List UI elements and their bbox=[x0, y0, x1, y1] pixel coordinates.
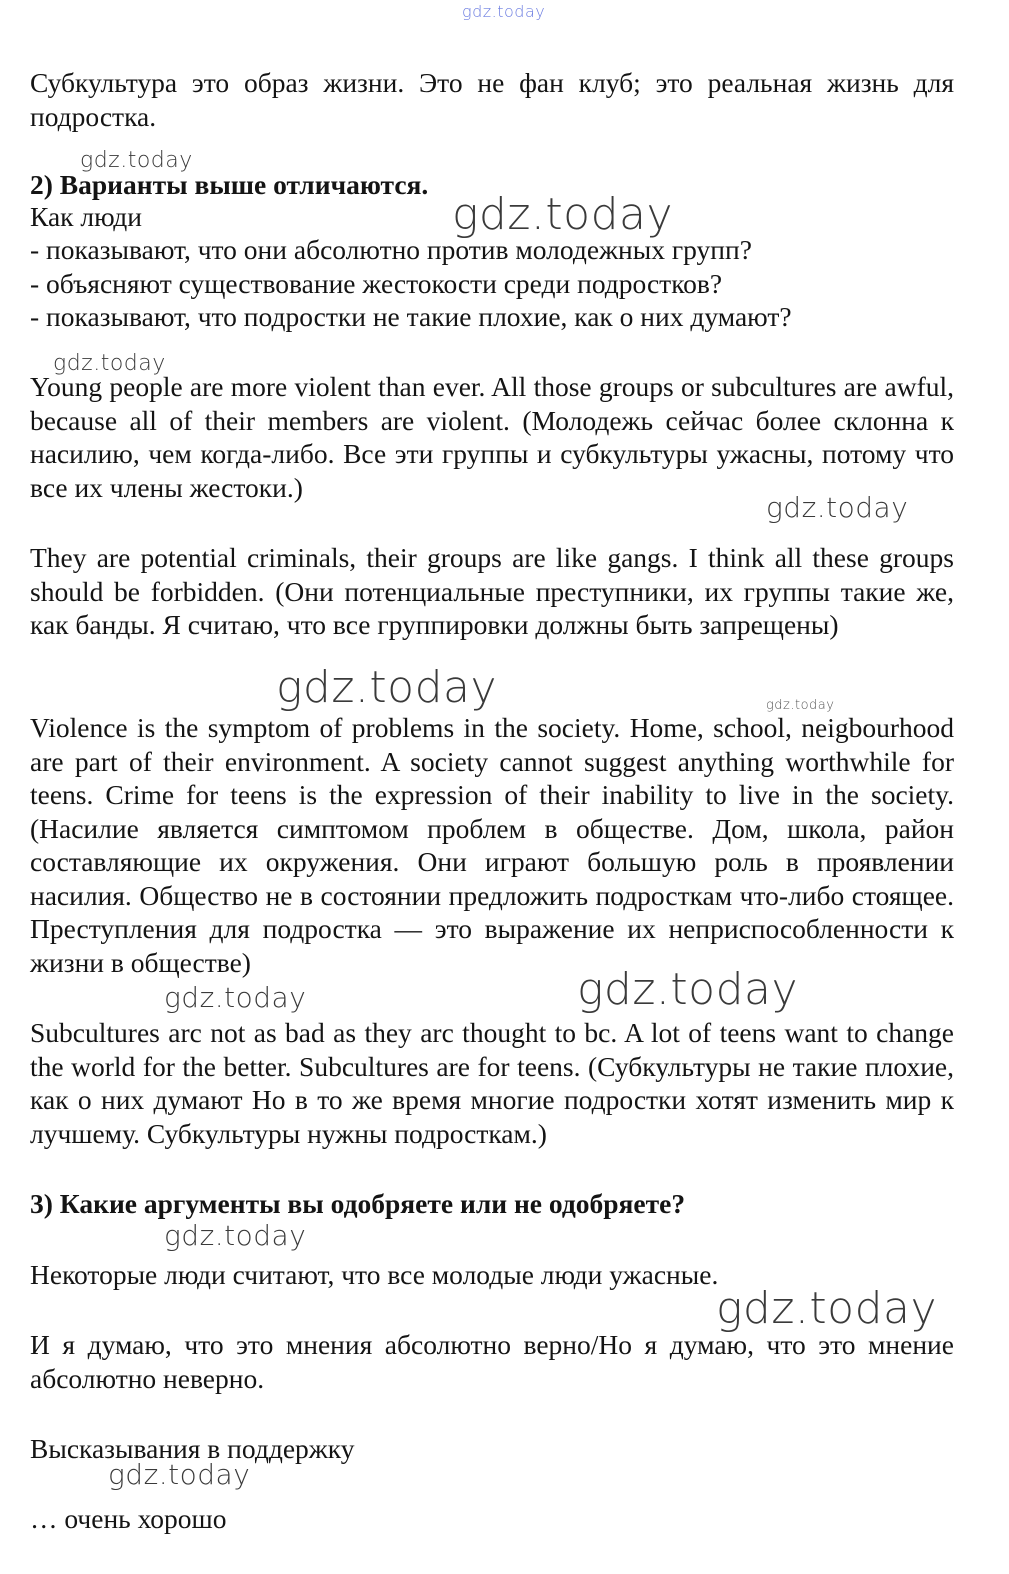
watermark: gdz.today bbox=[108, 1458, 251, 1491]
support-item: … очень хорошо bbox=[30, 1503, 227, 1534]
argument-paragraph-4: Subcultures arc not as bad as they arc thought to bc. A lot of teens want to change the world for the better. Subcultures are for teens. (Субкультуры не такие плохие, как о них думают Но в то же время многие подростки хотят изменить мир к лучшему. Субкультуры нужны подросткам.) bbox=[30, 1017, 954, 1149]
watermark: gdz.today bbox=[164, 981, 307, 1014]
watermark: gdz.today bbox=[766, 491, 909, 524]
statement-line: Некоторые люди считают, что все молодые люди ужасные. bbox=[30, 1259, 719, 1290]
section-2-heading: 2) Варианты выше отличаются. bbox=[30, 169, 429, 200]
watermark: gdz.today bbox=[276, 662, 498, 713]
watermark: gdz.today bbox=[452, 189, 674, 240]
watermark: gdz.today bbox=[577, 964, 799, 1015]
watermark: gdz.today bbox=[53, 351, 166, 376]
watermark: gdz.today bbox=[164, 1219, 307, 1252]
section-2-lead: Как люди bbox=[30, 201, 143, 232]
watermark: gdz.today bbox=[462, 2, 546, 21]
argument-paragraph-3: Violence is the symptom of problems in the society. Home, school, neigbourhood are part of their environment. A society cannot suggest anything worthwhile for teens. Crime for teens is the expression of their inability to live in the society. (Насилие является симптомом проблем в обществе. Дом, школа, район составляющие их окружения. Они играют большую роль в проявлении насилия. Общество не в состоянии предложить подросткам что-либо стоящее. Преступления для подростка — это выражение их неприспособленности к жизни в обществе) bbox=[30, 712, 954, 978]
list-item: - показывают, что подростки не такие плохие, как о них думают? bbox=[30, 301, 792, 332]
intro-paragraph: Субкультура это образ жизни. Это не фан клуб; это реальная жизнь для подростка. bbox=[30, 67, 954, 132]
argument-paragraph-2: They are potential criminals, their groups are like gangs. I think all these groups should be forbidden. (Они потенциальные преступники, их группы такие же, как банды. Я считаю, что все группировки должны быть запрещены) bbox=[30, 542, 954, 640]
opinion-paragraph: И я думаю, что это мнения абсолютно верно/Но я думаю, что это мнение абсолютно неверно. bbox=[30, 1329, 954, 1394]
list-item: - объясняют существование жестокости среди подростков? bbox=[30, 268, 723, 299]
section-3-heading: 3) Какие аргументы вы одобряете или не одобряете? bbox=[30, 1188, 686, 1219]
argument-paragraph-1: Young people are more violent than ever. All those groups or subcultures are awful, because all of their members are violent. (Молодежь сейчас более склонна к насилию, чем когда-либо. Все эти группы и субкультуры ужасны, потому что все их члены жестоки.) bbox=[30, 371, 954, 503]
watermark: gdz.today bbox=[766, 698, 835, 713]
support-label: Высказывания в поддержку bbox=[30, 1433, 355, 1464]
list-item: - показывают, что они абсолютно против молодежных групп? bbox=[30, 234, 752, 265]
watermark: gdz.today bbox=[716, 1283, 938, 1334]
watermark: gdz.today bbox=[80, 148, 193, 173]
